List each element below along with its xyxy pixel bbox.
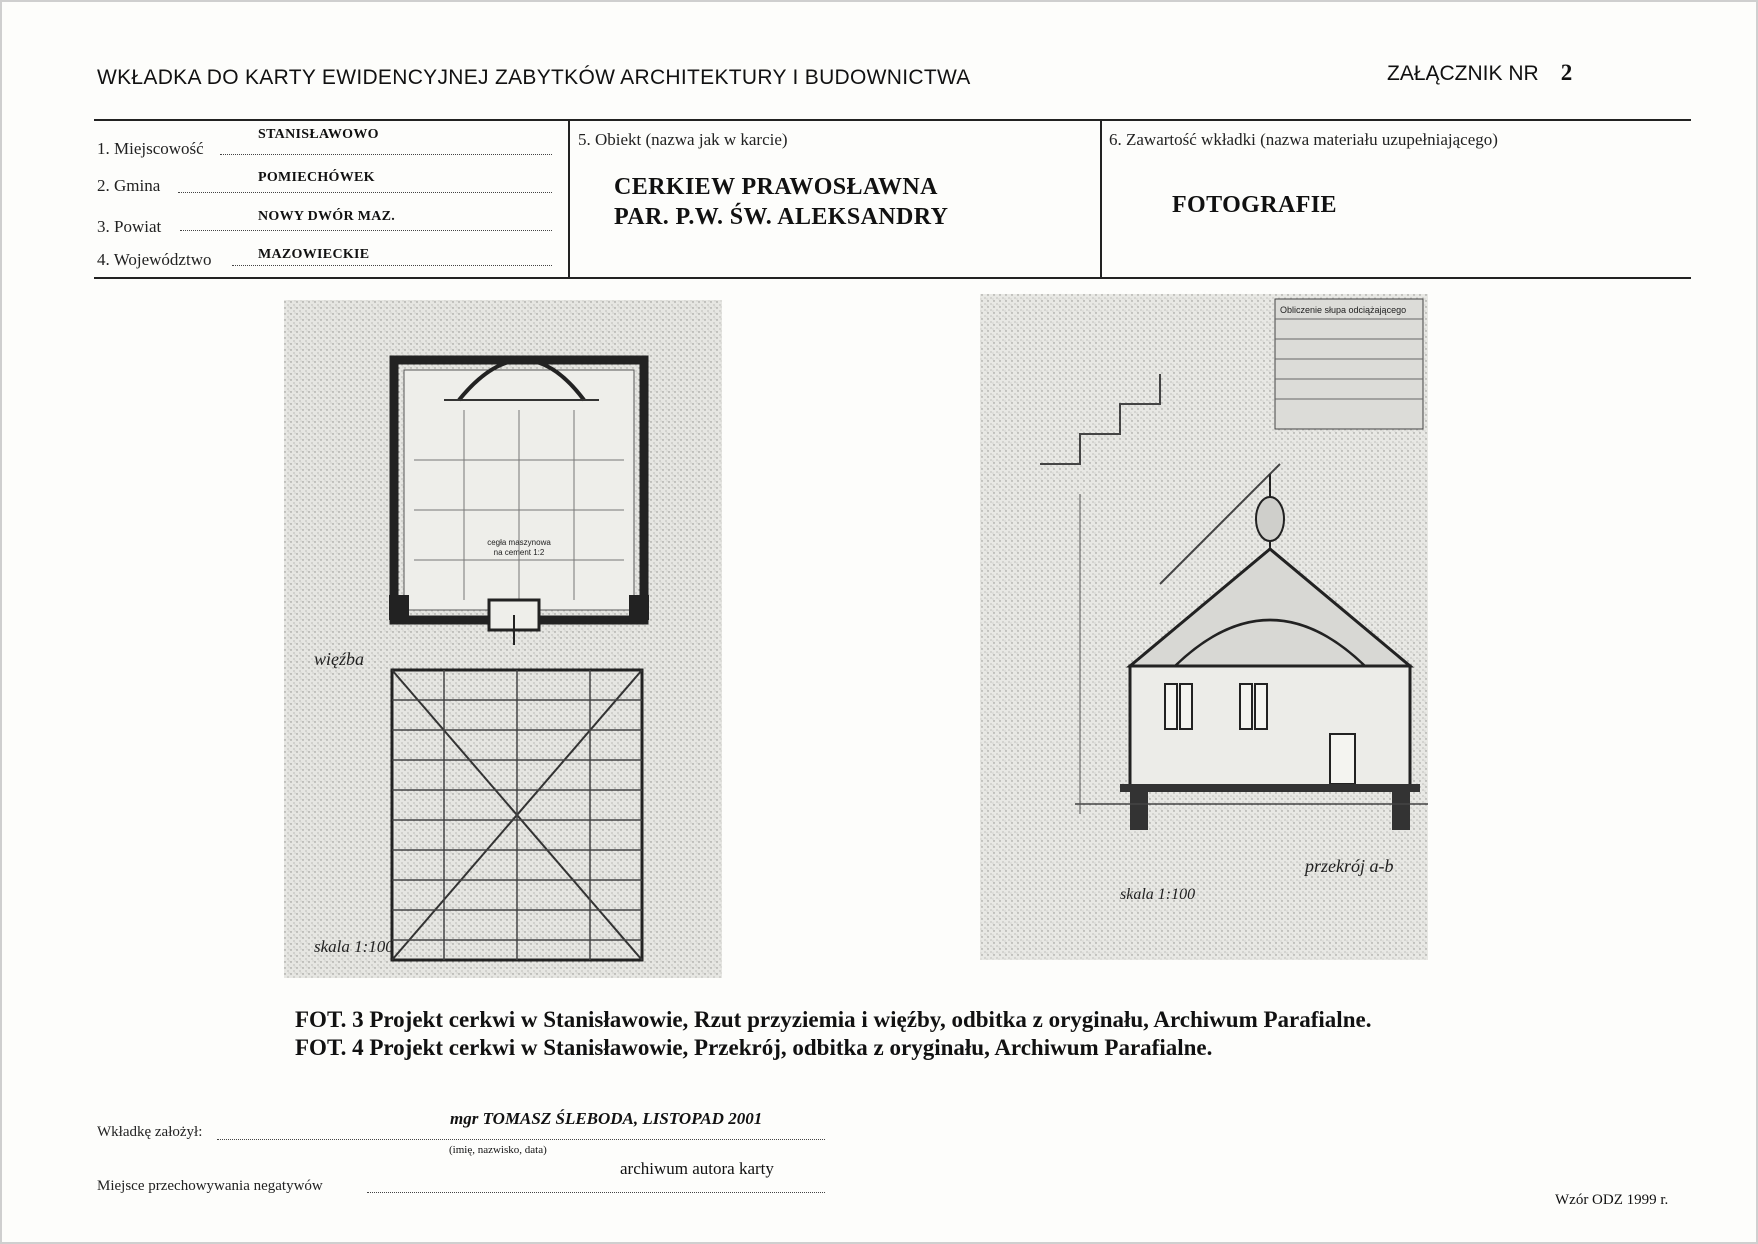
plan-scale-label: skala 1:100 [314, 937, 394, 956]
table-bottom-rule [94, 277, 1691, 279]
field-miejscowosc-label: 1. Miejscowość [97, 139, 204, 158]
plan-note-line-1: cegła maszynowa [487, 538, 551, 547]
field-zawartosc-label: 6. Zawartość wkładki (nazwa materiału uzupełniającego) [1109, 130, 1498, 149]
field-gmina-label: 2. Gmina [97, 176, 161, 195]
created-by-label: Wkładkę założył: [97, 1124, 203, 1140]
form-title: WKŁADKA DO KARTY EWIDENCYJNEJ ZABYTKÓW ARCHITEKTURY I BUDOWNICTWA [97, 66, 971, 89]
floor-plan-drawing [284, 300, 722, 978]
field-obiekt-value [614, 172, 948, 232]
table-top-rule [94, 119, 1691, 121]
caption-fot-4: FOT. 4 Projekt cerkwi w Stanisławowie, Przekrój, odbitka z oryginału, Archiwum Parafialne. [295, 1035, 1213, 1060]
created-by-value: mgr TOMASZ ŚLEBODA, LISTOPAD 2001 [450, 1109, 763, 1128]
field-wojewodztwo-line [232, 265, 552, 266]
column-divider-1 [568, 119, 570, 279]
column-divider-2 [1100, 119, 1102, 279]
cross-section-drawing [980, 294, 1428, 960]
obiekt-line-2: PAR. P.W. ŚW. ALEKSANDRY [614, 204, 949, 230]
field-powiat-line [180, 230, 552, 231]
plan-note-line-2: na cement 1:2 [493, 548, 545, 557]
field-miejscowosc-value: STANISŁAWOWO [258, 127, 379, 142]
photo-floor-plan [284, 300, 722, 978]
field-powiat-label: 3. Powiat [97, 217, 162, 236]
template-version: Wzór ODZ 1999 r. [1555, 1192, 1669, 1208]
section-scale-label: skala 1:100 [1120, 886, 1196, 903]
storage-value: archiwum autora karty [620, 1159, 774, 1178]
storage-line [367, 1192, 825, 1193]
calc-table-title: Obliczenie słupa odciążającego [1280, 305, 1407, 315]
field-powiat-value: NOWY DWÓR MAZ. [258, 209, 396, 224]
annex-number [1387, 60, 1572, 86]
storage-label: Miejsce przechowywania negatywów [97, 1178, 323, 1194]
caption-fot-3: FOT. 3 Projekt cerkwi w Stanisławowie, Rzut przyziemia i więźby, odbitka z oryginału, Archiwum Parafialne. [295, 1007, 1372, 1032]
truss-label: więźba [314, 649, 365, 669]
field-gmina-value: POMIECHÓWEK [258, 170, 375, 185]
field-miejscowosc-line [220, 154, 552, 155]
field-obiekt-label: 5. Obiekt (nazwa jak w karcie) [578, 130, 788, 149]
field-gmina-line [178, 192, 552, 193]
annex-label: ZAŁĄCZNIK NR [1387, 62, 1539, 85]
field-zawartosc-value: FOTOGRAFIE [1172, 192, 1337, 218]
section-title-label: przekrój a-b [1305, 856, 1394, 876]
field-wojewodztwo-value: MAZOWIECKIE [258, 247, 370, 262]
created-by-hint: (imię, nazwisko, data) [449, 1144, 547, 1156]
obiekt-line-1: CERKIEW PRAWOSŁAWNA [614, 174, 938, 200]
field-wojewodztwo-label: 4. Województwo [97, 250, 212, 269]
created-by-line [217, 1139, 825, 1140]
annex-value: 2 [1560, 60, 1573, 85]
photo-cross-section [980, 294, 1428, 960]
